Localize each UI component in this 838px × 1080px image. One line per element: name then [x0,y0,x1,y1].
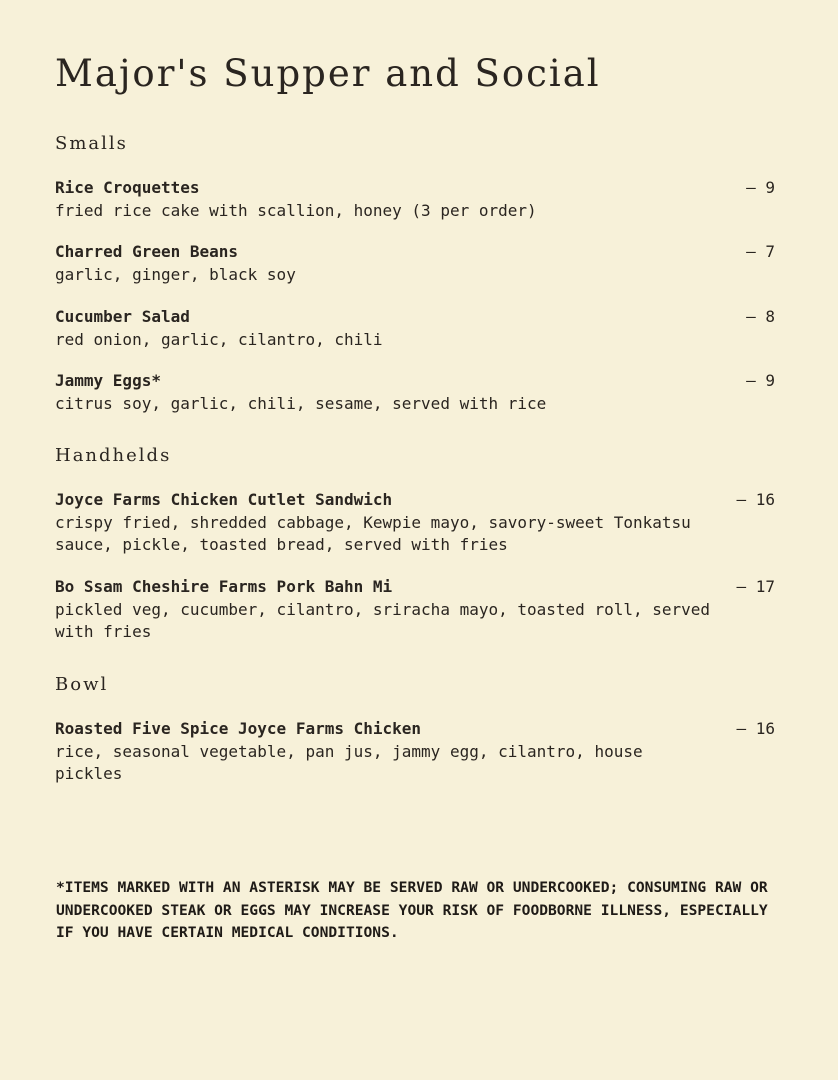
item-description: garlic, ginger, black soy [55,264,296,284]
menu-title: Major's Supper and Social [55,52,601,95]
item-price: – 16 [736,490,775,509]
item-description: fried rice cake with scallion, honey (3 per order) [55,200,537,220]
section-heading-handhelds: Handhelds [55,445,172,466]
item-name: Cucumber Salad [55,307,190,326]
item-description: crispy fried, shredded cabbage, Kewpie mayo, savory-sweet Tonkatsu sauce, pickle, toasted bread, served with fries [55,512,691,554]
raw-food-disclaimer: *ITEMS MARKED WITH AN ASTERISK MAY BE SERVED RAW OR UNDERCOOKED; CONSUMING RAW OR UNDERCOOKED STEAK OR EGGS MAY INCREASE YOUR RISK OF FOODBORNE ILLNESS, ESPECIALLY IF YOU HAVE CERTAIN MEDICAL CONDITIONS. [56,879,768,941]
item-description: rice, seasonal vegetable, pan jus, jammy egg, cilantro, house pickles [55,741,643,783]
section-heading-smalls: Smalls [55,133,128,154]
item-price: – 7 [746,242,775,261]
item-name: Bo Ssam Cheshire Farms Pork Bahn Mi [55,577,393,596]
menu-item-pork-bahn-mi [55,576,775,644]
menu-item-cucumber-salad [55,306,775,351]
item-name: Rice Croquettes [55,178,200,197]
item-description: citrus soy, garlic, chili, sesame, served with rice [55,393,547,413]
item-price: – 8 [746,307,775,326]
menu-item-charred-green-beans [55,241,775,286]
item-description: red onion, garlic, cilantro, chili [55,329,383,349]
item-name: Jammy Eggs* [55,371,161,390]
menu-item-chicken-cutlet-sandwich [55,489,775,557]
menu-item-rice-croquettes [55,177,775,222]
item-price: – 17 [736,577,775,596]
item-description: pickled veg, cucumber, cilantro, sriracha mayo, toasted roll, served with fries [55,599,711,641]
menu-item-jammy-eggs [55,370,775,415]
item-price: – 9 [746,371,775,390]
menu-item-five-spice-chicken [55,718,775,786]
item-name: Charred Green Beans [55,242,239,261]
item-name: Joyce Farms Chicken Cutlet Sandwich [55,490,393,509]
item-price: – 9 [746,178,775,197]
item-name: Roasted Five Spice Joyce Farms Chicken [55,719,422,738]
section-heading-bowl: Bowl [55,674,109,695]
item-price: – 16 [736,719,775,738]
